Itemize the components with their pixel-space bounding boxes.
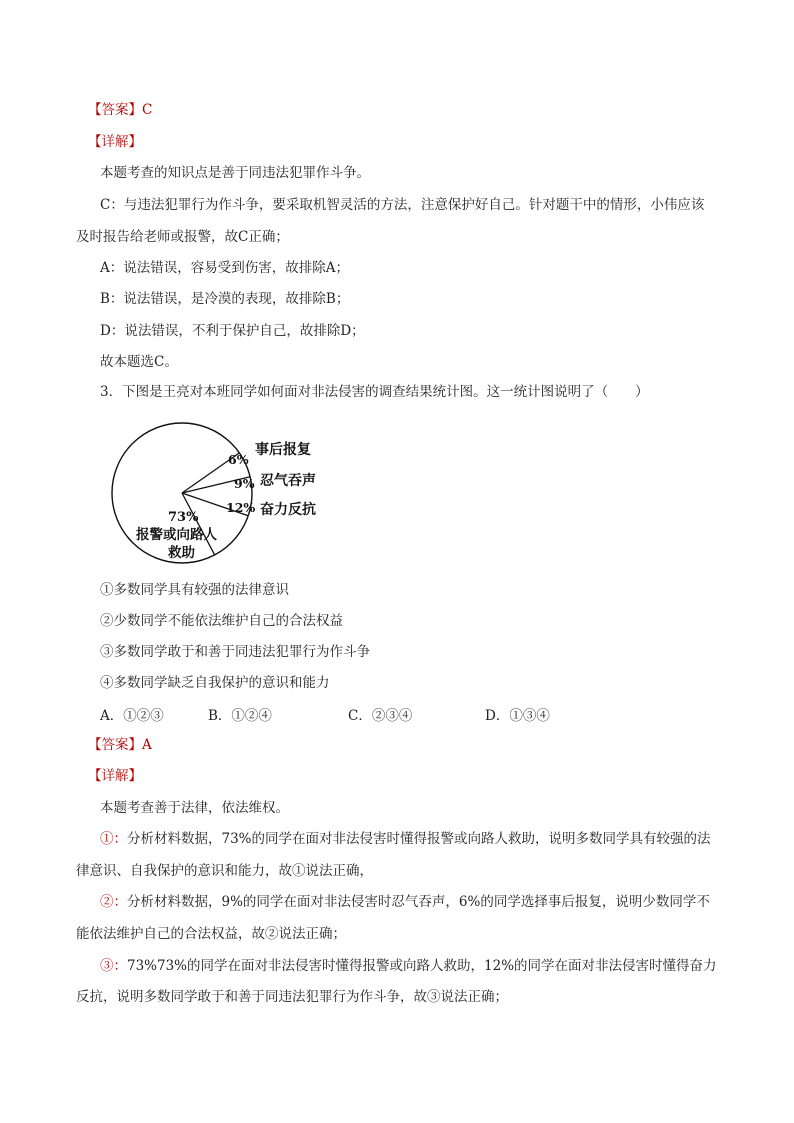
answer-tag: 【答案】 — [88, 102, 142, 118]
pie-slice-2-value: 9% — [234, 476, 255, 491]
conclusion-line-1: 故本题选C。 — [100, 354, 178, 370]
pie-slice-4-label-line-1: 报警或向路人 — [136, 527, 217, 543]
choice-c: C．②③④ — [348, 708, 413, 724]
statement-4: ④多数同学缺乏自我保护的意识和能力 — [100, 675, 330, 691]
pie-slice-1-label: 事后报复 — [255, 442, 311, 458]
pie-slice-4-label-line-2: 救助 — [168, 545, 195, 561]
analysis-1-lead: ①： — [100, 831, 127, 847]
answer-value-2: A — [142, 737, 152, 753]
option-c-line-2: 及时报告给老师或报警，故C正确； — [76, 229, 289, 245]
pie-slice-1-value: 6% — [228, 452, 249, 467]
analysis-3-line-2: 反抗，说明多数同学敢于和善于同违法犯罪行为作斗争，故③说法正确； — [76, 989, 508, 1005]
answer-line-2 — [88, 736, 152, 754]
pie-slice-4-value: 73% — [168, 510, 199, 525]
statement-3: ③多数同学敢于和善于同违法犯罪行为作斗争 — [100, 644, 370, 660]
detail-tag-1 — [88, 133, 142, 151]
answer-line-1 — [88, 101, 152, 119]
pie-slice-3-label: 奋力反抗 — [260, 502, 316, 518]
pie-slice-2-label: 忍气吞声 — [260, 473, 316, 489]
choice-d: D．①③④ — [485, 708, 550, 724]
intro-line-2: 本题考查善于法律，依法维权。 — [100, 800, 289, 816]
analysis-2-line-1 — [100, 893, 710, 911]
analysis-2-lead: ②： — [100, 894, 127, 910]
intro-line-1: 本题考查的知识点是善于同违法犯罪作斗争。 — [100, 165, 370, 181]
detail-tag-text: 【详解】 — [88, 134, 142, 150]
analysis-3-text: 73%73%的同学在面对非法侵害时懂得报警或向路人救助，12%的同学在面对非法侵害时懂得奋力 — [127, 958, 717, 974]
question-3-stem: 3．下图是王亮对本班同学如何面对非法侵害的调查结果统计图。这一统计图说明了（ ） — [100, 384, 649, 400]
answer-tag-2: 【答案】 — [88, 737, 142, 753]
analysis-1-line-1 — [100, 830, 711, 848]
analysis-2-text: 分析材料数据，9%的同学在面对非法侵害时忍气吞声，6%的同学选择事后报复，说明少数同学不 — [127, 894, 710, 910]
statement-1: ①多数同学具有较强的法律意识 — [100, 582, 289, 598]
analysis-3-lead: ③： — [100, 958, 127, 974]
choice-a: A．①②③ — [100, 708, 164, 724]
analysis-1-text: 分析材料数据，73%的同学在面对非法侵害时懂得报警或向路人救助，说明多数同学具有较强的法 — [127, 831, 711, 847]
option-b-line: B：说法错误，是冷漠的表现，故排除B； — [100, 291, 350, 307]
analysis-2-line-2: 能依法维护自己的合法权益，故②说法正确； — [76, 926, 346, 942]
choice-b: B．①②④ — [208, 708, 272, 724]
answer-value: C — [142, 102, 153, 118]
option-c-line-1: C：与违法犯罪行为作斗争，要采取机智灵活的方法，注意保护好自己。针对题干中的情形，小伟应该 — [100, 197, 705, 213]
detail-tag-text-2: 【详解】 — [88, 768, 142, 784]
option-d-line: D：说法错误，不利于保护自己，故排除D； — [100, 323, 365, 339]
analysis-3-line-1 — [100, 957, 717, 975]
pie-group — [112, 423, 316, 563]
analysis-1-line-2: 律意识、自我保护的意识和能力，故①说法正确， — [76, 863, 373, 879]
statement-2: ②少数同学不能依法维护自己的合法权益 — [100, 613, 343, 629]
pie-chart — [110, 415, 360, 570]
pie-slice-3-value: 12% — [226, 500, 256, 515]
option-a-line: A：说法错误，容易受到伤害，故排除A； — [100, 260, 349, 276]
detail-tag-2 — [88, 767, 142, 785]
